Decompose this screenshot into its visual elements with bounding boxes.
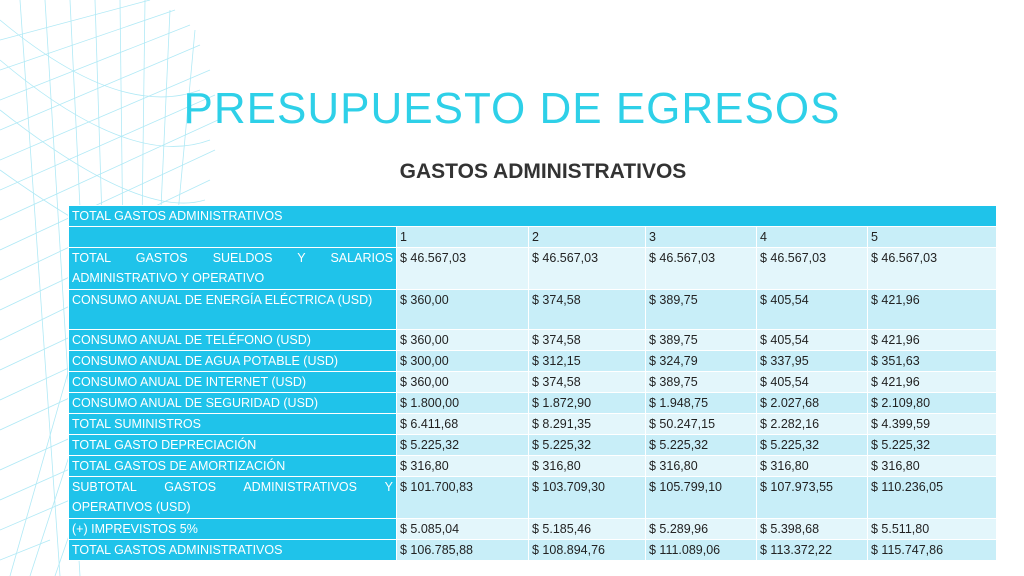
table-row [69,351,997,372]
value-cell: $ 389,75 [646,290,757,330]
value-cell: $ 360,00 [397,372,529,393]
value-cell: $ 421,96 [868,290,997,330]
value-cell: $ 421,96 [868,372,997,393]
value-cell: $ 5.225,32 [397,435,529,456]
value-cell: $ 111.089,06 [646,540,757,561]
value-cell: $ 389,75 [646,330,757,351]
value-cell: $ 46.567,03 [868,248,997,290]
value-cell: $ 360,00 [397,290,529,330]
value-cell: $ 374,58 [529,330,646,351]
row-label: CONSUMO ANUAL DE INTERNET (USD) [69,372,397,393]
row-label: CONSUMO ANUAL DE ENERGÍA ELÉCTRICA (USD) [69,290,397,330]
row-label: SUBTOTAL GASTOS ADMINISTRATIVOS Y OPERATIVOS (USD) [69,477,397,519]
row-label: TOTAL GASTO DEPRECIACIÓN [69,435,397,456]
value-cell: $ 5.085,04 [397,519,529,540]
value-cell: $ 107.973,55 [757,477,868,519]
value-cell: $ 337,95 [757,351,868,372]
value-cell: $ 103.709,30 [529,477,646,519]
row-label: (+) IMPREVISTOS 5% [69,519,397,540]
value-cell: $ 5.225,32 [646,435,757,456]
table-row [69,477,997,519]
row-label: CONSUMO ANUAL DE AGUA POTABLE (USD) [69,351,397,372]
value-cell: $ 5.225,32 [529,435,646,456]
value-cell: $ 405,54 [757,372,868,393]
value-cell: $ 312,15 [529,351,646,372]
value-cell: $ 5.289,96 [646,519,757,540]
value-cell: $ 300,00 [397,351,529,372]
value-cell: $ 316,80 [868,456,997,477]
row-label: CONSUMO ANUAL DE TELÉFONO (USD) [69,330,397,351]
budget-table [68,205,997,561]
table-row [69,393,997,414]
row-label: TOTAL GASTOS SUELDOS Y SALARIOS ADMINISTRATIVO Y OPERATIVO [69,248,397,290]
value-cell: $ 405,54 [757,290,868,330]
page-title: PRESUPUESTO DE EGRESOS [183,84,841,133]
year-cell: 1 [397,227,529,248]
value-cell: $ 46.567,03 [397,248,529,290]
table-row [69,372,997,393]
value-cell: $ 351,63 [868,351,997,372]
table-row [69,456,997,477]
value-cell: $ 50.247,15 [646,414,757,435]
value-cell: $ 5.225,32 [868,435,997,456]
row-label: TOTAL SUMINISTROS [69,414,397,435]
value-cell: $ 360,00 [397,330,529,351]
value-cell: $ 374,58 [529,290,646,330]
value-cell: $ 101.700,83 [397,477,529,519]
year-row-blank [69,227,397,248]
value-cell: $ 46.567,03 [646,248,757,290]
value-cell: $ 115.747,86 [868,540,997,561]
value-cell: $ 1.872,90 [529,393,646,414]
value-cell: $ 316,80 [757,456,868,477]
value-cell: $ 105.799,10 [646,477,757,519]
table-row [69,290,997,330]
value-cell: $ 2.109,80 [868,393,997,414]
table-row [69,414,997,435]
value-cell: $ 316,80 [397,456,529,477]
value-cell: $ 106.785,88 [397,540,529,561]
value-cell: $ 324,79 [646,351,757,372]
value-cell: $ 1.800,00 [397,393,529,414]
value-cell: $ 6.411,68 [397,414,529,435]
year-cell: 2 [529,227,646,248]
table-row [69,330,997,351]
row-label: TOTAL GASTOS ADMINISTRATIVOS [69,540,397,561]
value-cell: $ 405,54 [757,330,868,351]
value-cell: $ 5.185,46 [529,519,646,540]
value-cell: $ 113.372,22 [757,540,868,561]
row-label: TOTAL GASTOS DE AMORTIZACIÓN [69,456,397,477]
table-row [69,248,997,290]
value-cell: $ 2.282,16 [757,414,868,435]
value-cell: $ 5.225,32 [757,435,868,456]
value-cell: $ 8.291,35 [529,414,646,435]
value-cell: $ 46.567,03 [757,248,868,290]
section-subtitle: GASTOS ADMINISTRATIVOS [399,160,687,183]
value-cell: $ 316,80 [529,456,646,477]
value-cell: $ 5.511,80 [868,519,997,540]
year-row [69,227,997,248]
table-row [69,435,997,456]
value-cell: $ 110.236,05 [868,477,997,519]
table-header: TOTAL GASTOS ADMINISTRATIVOS [69,206,997,227]
year-cell: 4 [757,227,868,248]
value-cell: $ 2.027,68 [757,393,868,414]
value-cell: $ 108.894,76 [529,540,646,561]
value-cell: $ 46.567,03 [529,248,646,290]
value-cell: $ 4.399,59 [868,414,997,435]
value-cell: $ 389,75 [646,372,757,393]
value-cell: $ 316,80 [646,456,757,477]
value-cell: $ 1.948,75 [646,393,757,414]
year-cell: 5 [868,227,997,248]
table-row [69,519,997,540]
table-header-row [69,206,997,227]
value-cell: $ 5.398,68 [757,519,868,540]
row-label: CONSUMO ANUAL DE SEGURIDAD (USD) [69,393,397,414]
table-row [69,540,997,561]
year-cell: 3 [646,227,757,248]
value-cell: $ 374,58 [529,372,646,393]
value-cell: $ 421,96 [868,330,997,351]
